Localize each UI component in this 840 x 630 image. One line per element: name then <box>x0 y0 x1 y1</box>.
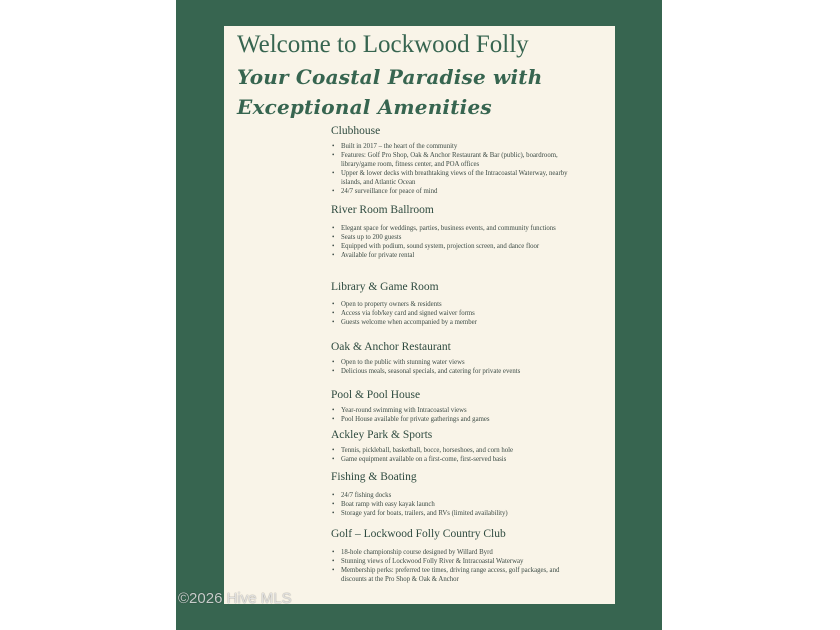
section-heading: Ackley Park & Sports <box>331 429 433 441</box>
list-item: • Seats up to 200 guests <box>341 233 581 242</box>
list-item: • Delicious meals, seasonal specials, and catering for private events <box>341 367 581 376</box>
list-item: • Membership perks: preferred tee times, driving range access, golf packages, and discounts at the Pro Shop & Oak & Anchor <box>341 566 581 584</box>
section-library-game-room <box>331 281 581 327</box>
list-item: • Guests welcome when accompanied by a member <box>341 318 581 327</box>
section-heading: Fishing & Boating <box>331 471 417 483</box>
list-item: • Pool House available for private gatherings and games <box>341 415 581 424</box>
section-ackley-park-sports <box>331 429 581 464</box>
section-heading: Clubhouse <box>331 125 381 137</box>
list-item: • Access via fob/key card and signed waiver forms <box>341 309 581 318</box>
list-item: • 24/7 fishing docks <box>341 491 581 500</box>
section-oak-anchor-restaurant <box>331 341 581 376</box>
list-item: • Year-round swimming with Intracoastal views <box>341 406 581 415</box>
section-river-room-ballroom <box>331 204 581 260</box>
section-heading: Library & Game Room <box>331 281 439 293</box>
section-heading: Golf – Lockwood Folly Country Club <box>331 528 506 540</box>
list-item: • Stunning views of Lockwood Folly River & Intracoastal Waterway <box>341 557 581 566</box>
flyer-subtitle: Your Coastal Paradise with Exceptional Amenities <box>237 65 543 119</box>
list-item: • Upper & lower decks with breathtaking views of the Intracoastal Waterway, nearby islands, and Atlantic Ocean <box>341 169 581 187</box>
flyer-title: Welcome to Lockwood Folly <box>237 31 529 58</box>
section-heading: Oak & Anchor Restaurant <box>331 341 451 353</box>
list-item: • Equipped with podium, sound system, projection screen, and dance floor <box>341 242 581 251</box>
list-item: • Available for private rental <box>341 251 581 260</box>
list-item: • Features: Golf Pro Shop, Oak & Anchor Restaurant & Bar (public), boardroom, library/game room, fitness center, and POA offices <box>341 151 581 169</box>
section-heading: Pool & Pool House <box>331 389 421 401</box>
section-pool-pool-house <box>331 389 581 424</box>
list-item: • Game equipment available on a first-come, first-served basis <box>341 455 581 464</box>
list-item: • 24/7 surveillance for peace of mind <box>341 187 581 196</box>
list-item: • Boat ramp with easy kayak launch <box>341 500 581 509</box>
list-item: • Open to the public with stunning water views <box>341 358 581 367</box>
list-item: • Tennis, pickleball, basketball, bocce, horseshoes, and corn hole <box>341 446 581 455</box>
list-item: • Open to property owners & residents <box>341 300 581 309</box>
copyright-watermark: ©2026 Hive MLS <box>178 590 292 607</box>
list-item: • Built in 2017 – the heart of the community <box>341 142 581 151</box>
list-item: • 18-hole championship course designed by Willard Byrd <box>341 548 581 557</box>
section-golf-country-club <box>331 528 581 584</box>
section-fishing-boating <box>331 471 581 518</box>
list-item: • Elegant space for weddings, parties, business events, and community functions <box>341 224 581 233</box>
section-heading: River Room Ballroom <box>331 204 434 216</box>
list-item: • Storage yard for boats, trailers, and RVs (limited availability) <box>341 509 581 518</box>
section-clubhouse <box>331 125 581 196</box>
